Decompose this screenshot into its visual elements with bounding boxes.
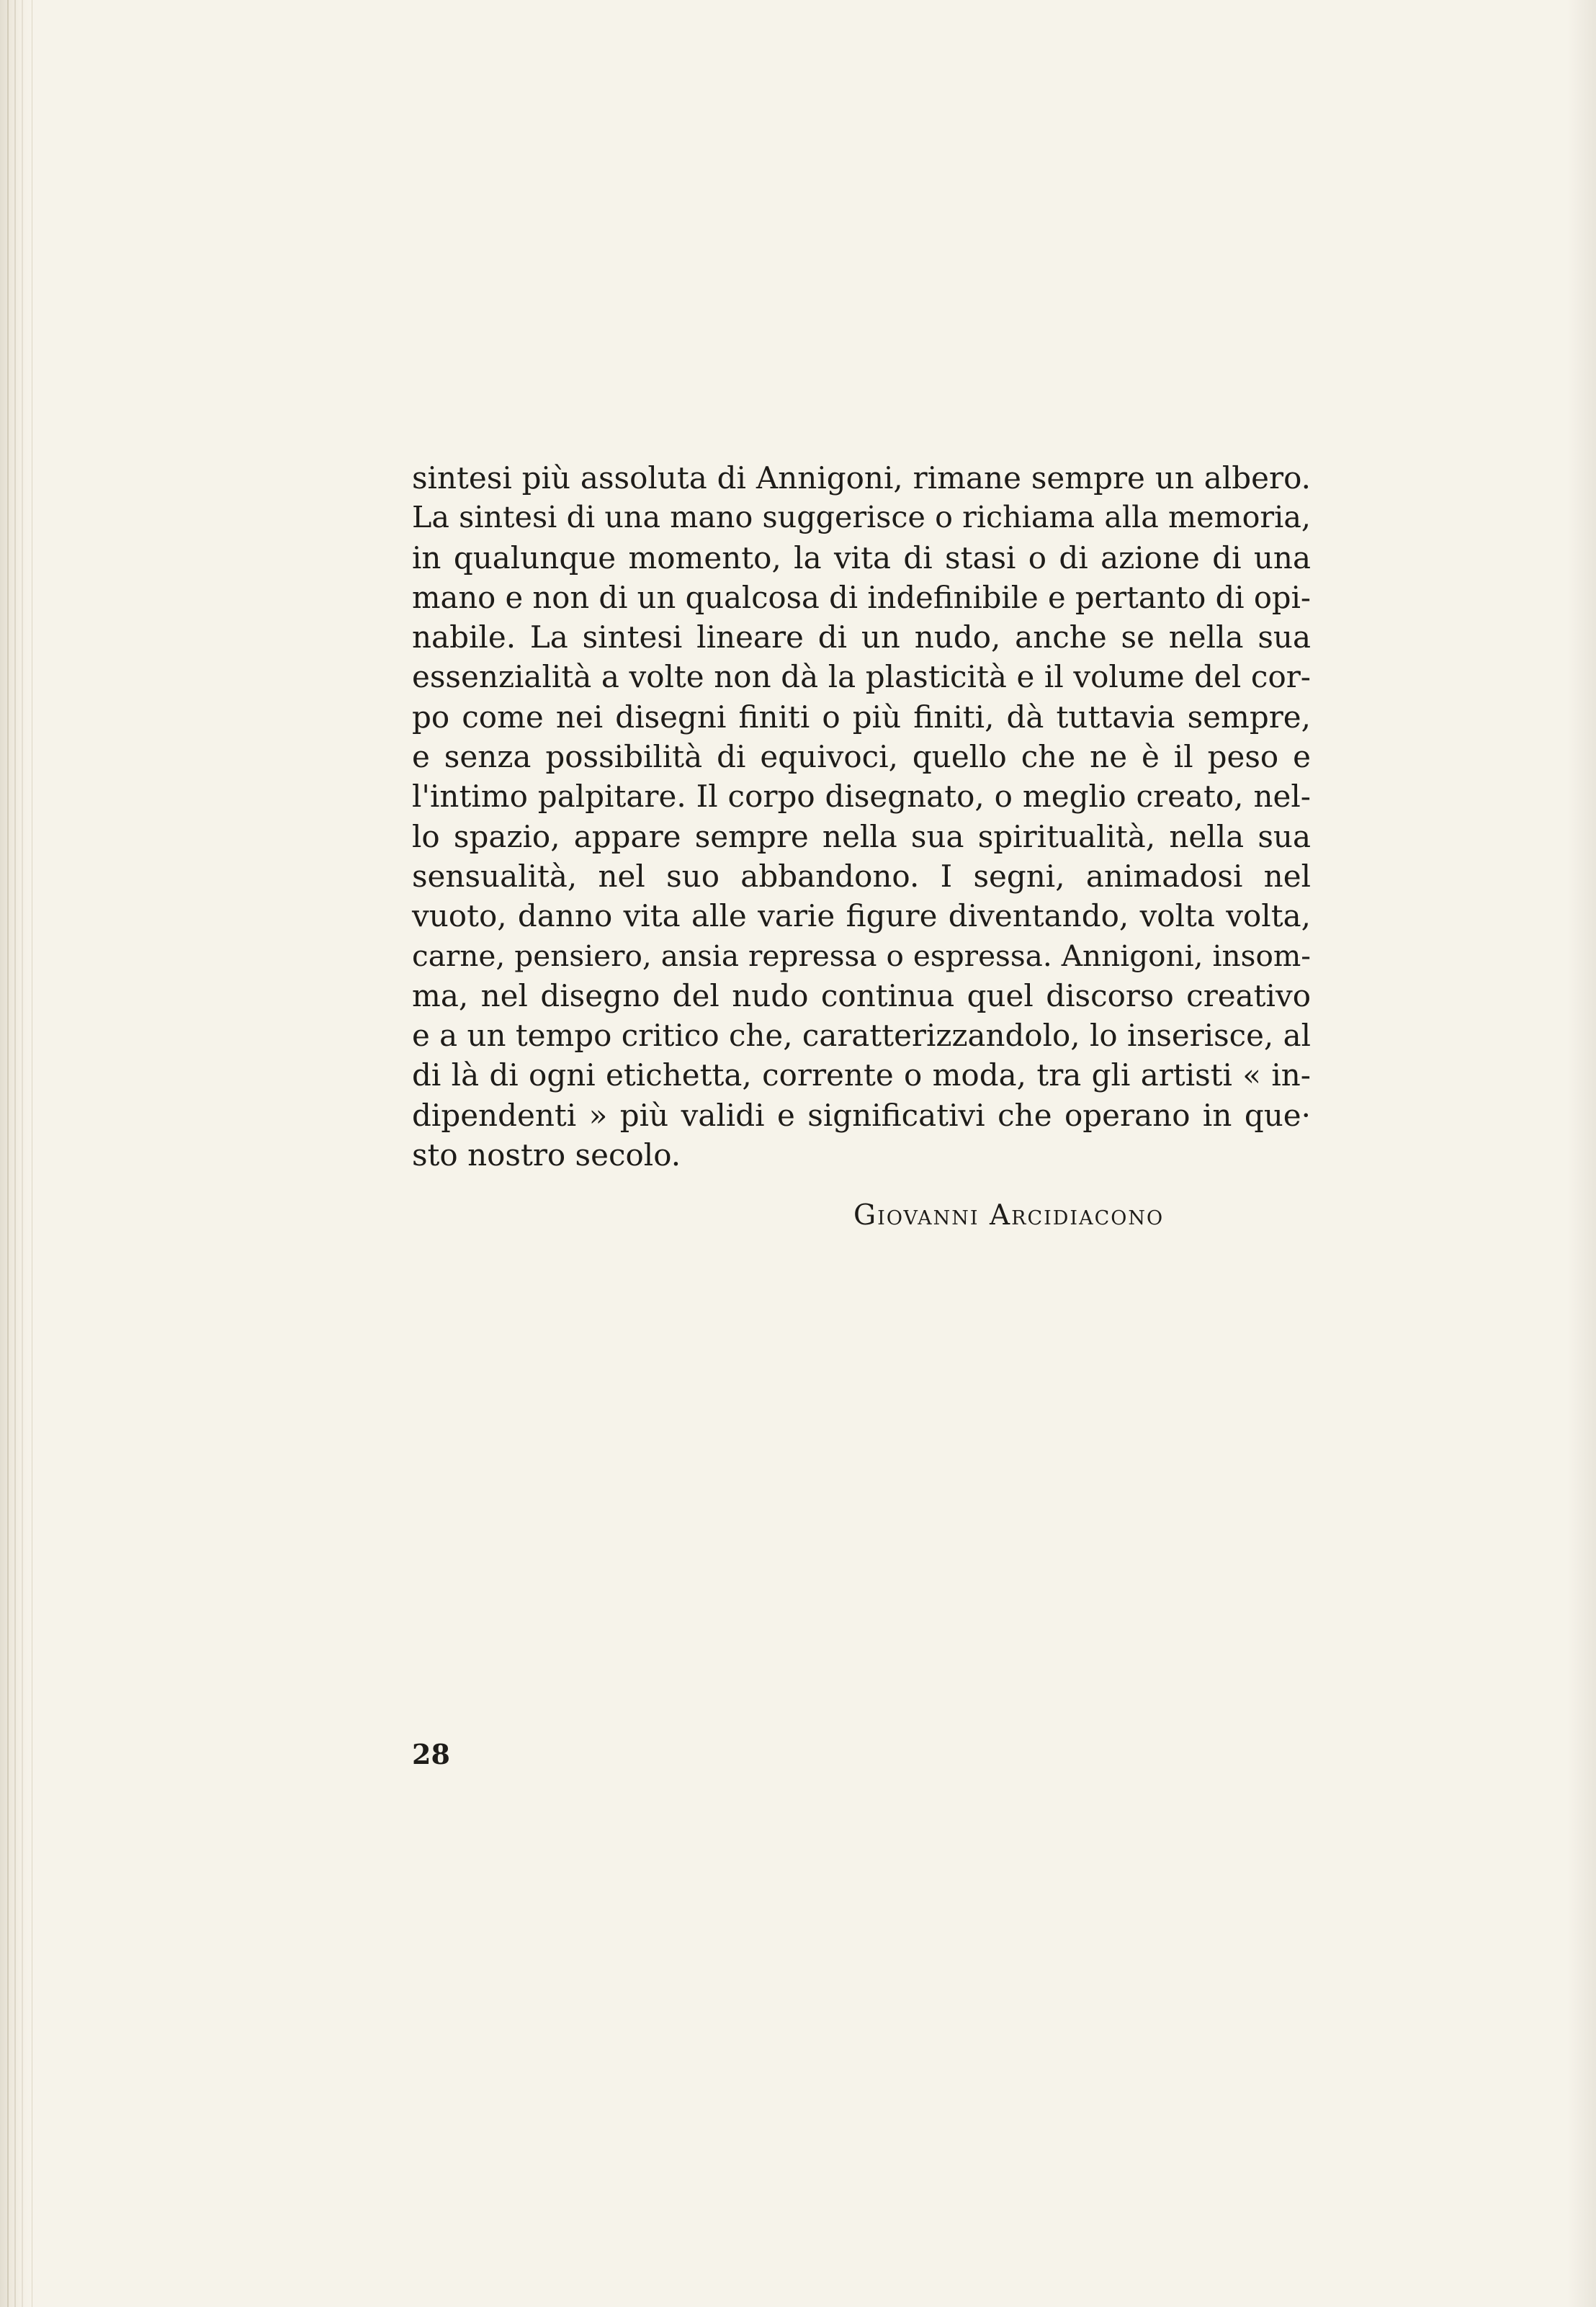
text-line: mano e non di un qualcosa di indefinibile e pertanto di opi- — [412, 579, 1311, 615]
text-line: lo spazio, appare sempre nella sua spiritualità, nella sua — [412, 818, 1311, 854]
text-line: essenzialità a volte non dà la plasticità e il volume del cor- — [412, 659, 1311, 695]
page-number: 28 — [412, 1738, 450, 1770]
text-line: ma, nel disegno del nudo continua quel discorso creativo — [412, 977, 1311, 1013]
text-line: l'intimo palpitare. Il corpo disegnato, o meglio creato, nel- — [412, 779, 1311, 815]
text-line: sintesi più assoluta di Annigoni, rimane sempre un albero. — [412, 460, 1311, 496]
text-line: carne, pensiero, ansia repressa o espressa. Annigoni, insom- — [412, 938, 1311, 973]
body-text — [412, 458, 1311, 1175]
binding-line — [7, 0, 9, 2307]
text-line: vuoto, danno vita alle varie figure diventando, volta volta, — [412, 898, 1311, 934]
text-line: sensualità, nel suo abbandono. I segni, animadosi nel — [412, 858, 1311, 894]
text-line: La sintesi di una mano suggerisce o richiama alla memoria, — [412, 500, 1311, 535]
binding-edge — [0, 0, 32, 2307]
text-line: in qualunque momento, la vita di stasi o di azione di una — [412, 539, 1311, 575]
text-line: sto nostro secolo. — [412, 1137, 681, 1173]
text-line: di là di ogni etichetta, corrente o moda, tra gli artisti « in- — [412, 1057, 1311, 1093]
binding-line — [22, 0, 23, 2307]
text-line: e senza possibilità di equivoci, quello che ne è il peso e — [412, 739, 1311, 775]
text-line: po come nei disegni finiti o più finiti, dà tuttavia sempre, — [412, 699, 1311, 735]
text-line: nabile. La sintesi lineare di un nudo, anche se nella sua — [412, 619, 1311, 655]
text-line: e a un tempo critico che, caratterizzandolo, lo inserisce, al — [412, 1018, 1311, 1054]
text-line: dipendenti » più validi e significativi che operano in que· — [412, 1097, 1311, 1133]
author-signature: Giovanni Arcidiacono — [853, 1199, 1165, 1232]
binding-line — [14, 0, 16, 2307]
